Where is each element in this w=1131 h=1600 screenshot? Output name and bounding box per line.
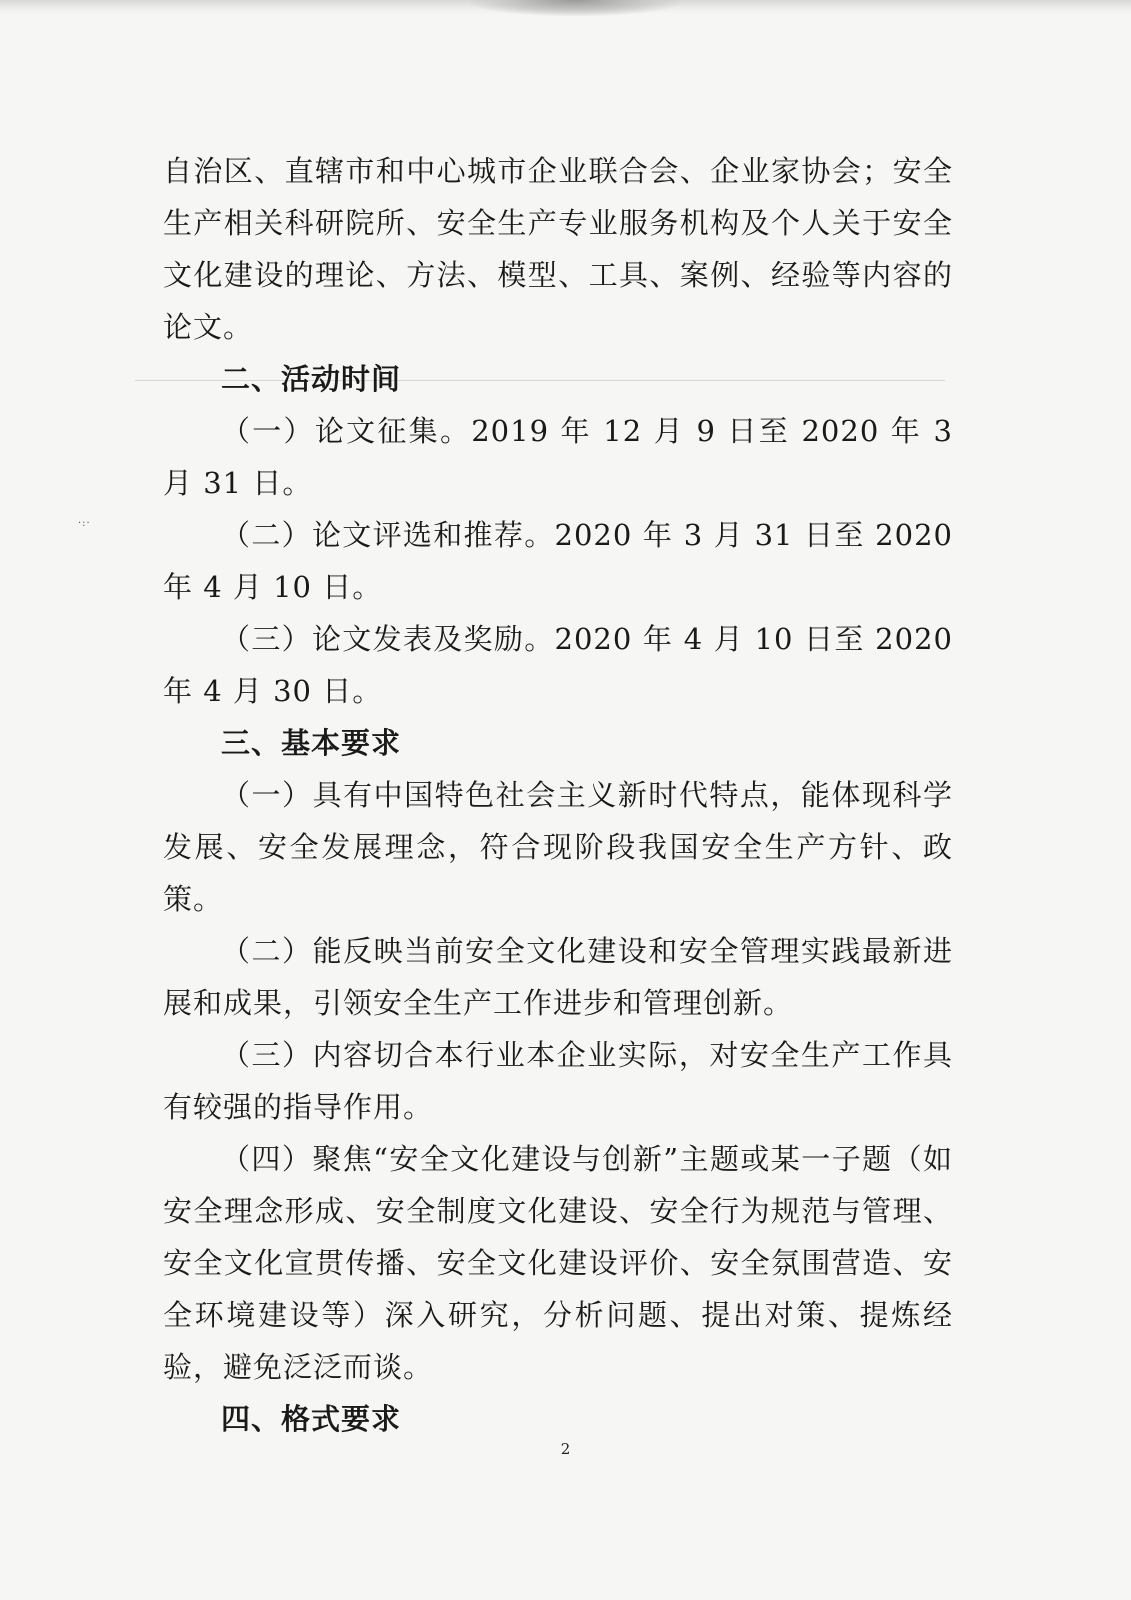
heading-basic-requirements: 三、基本要求: [221, 726, 402, 760]
document-body: [163, 145, 953, 1445]
paragraph-requirement-3: （三）内容切合本行业本企业实际，对安全生产工作具有较强的指导作用。: [163, 1038, 953, 1124]
heading-activity-time: 二、活动时间: [221, 362, 402, 396]
paragraph-requirement-4: （四）聚焦“安全文化建设与创新”主题或某一子题（如安全理念形成、安全制度文化建设、安全行为规范与管理、安全文化宣贯传播、安全文化建设评价、安全氛围营造、安全环境建设等）深入研究，分析问题、提出对策、提炼经验，避免泛泛而谈。: [163, 1142, 953, 1384]
heading-format-requirements: 四、格式要求: [221, 1402, 402, 1436]
scan-speck: ·:·: [78, 518, 91, 529]
paragraph-requirement-2: （二）能反映当前安全文化建设和安全管理实践最新进展和成果，引领安全生产工作进步和管理创新。: [163, 934, 953, 1020]
paragraph-scope: 自治区、直辖市和中心城市企业联合会、企业家协会；安全生产相关科研院所、安全生产专业服务机构及个人关于安全文化建设的理论、方法、模型、工具、案例、经验等内容的论文。: [163, 154, 953, 344]
paragraph-time-3: （三）论文发表及奖励。2020 年 4 月 10 日至 2020 年 4 月 30 日。: [163, 622, 953, 708]
page-number: 2: [560, 1440, 571, 1458]
paragraph-time-1: （一）论文征集。2019 年 12 月 9 日至 2020 年 3 月 31 日。: [163, 414, 953, 500]
scan-blot: [470, 0, 680, 16]
paragraph-requirement-1: （一）具有中国特色社会主义新时代特点，能体现科学发展、安全发展理念，符合现阶段我国安全生产方针、政策。: [163, 778, 953, 916]
paragraph-time-2: （二）论文评选和推荐。2020 年 3 月 31 日至 2020 年 4 月 10 日。: [163, 518, 953, 604]
